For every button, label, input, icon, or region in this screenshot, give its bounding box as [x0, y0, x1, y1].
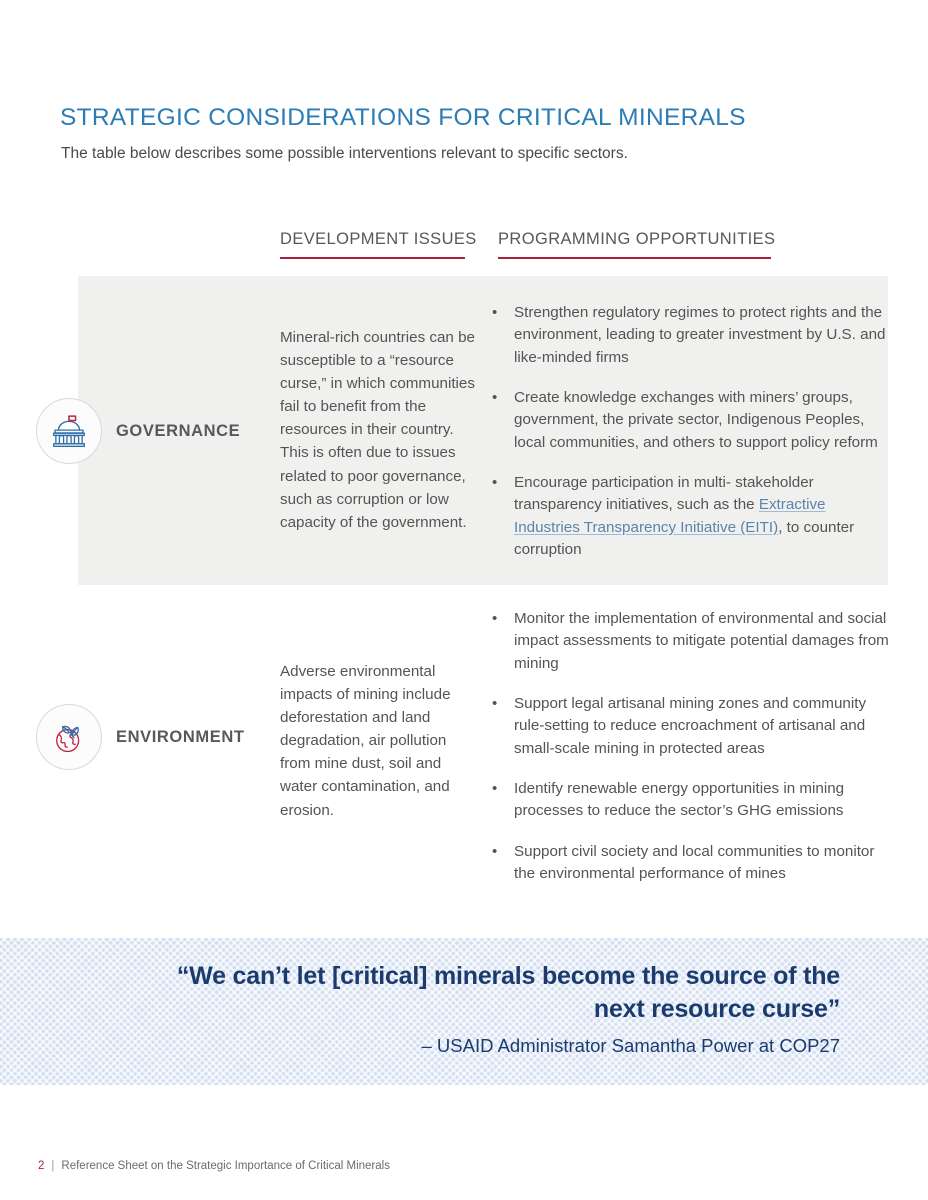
bullet-icon: •	[492, 780, 498, 798]
quote-banner	[0, 938, 928, 1085]
page-footer	[38, 1160, 390, 1172]
list-item-text-part: Strengthen regulatory regimes to protect rights and the environment, leading to greater investment by U.S. and like-minded firms	[514, 304, 886, 366]
quote-attribution: – USAID Administrator Samantha Power at COP27	[421, 1035, 840, 1056]
bullet-icon: •	[492, 474, 498, 492]
programming-opportunities-list-environment	[492, 608, 892, 885]
list-item-text-part: Create knowledge exchanges with miners’ groups, government, the private sector, Indigenous Peoples, local communities, and others to support policy reform	[514, 389, 878, 451]
column-header-development-issues: DEVELOPMENT ISSUES	[280, 230, 465, 259]
list-item-text: Identify renewable energy opportunities in mining processes to reduce the sector’s GHG emissions	[514, 780, 845, 820]
table-row-environment	[0, 600, 928, 900]
footer-separator: |	[51, 1160, 55, 1172]
category-cell-governance	[36, 398, 240, 464]
list-item-text: Monitor the implementation of environmental and social impact assessments to mitigate potential damages from mining	[514, 610, 889, 672]
bullet-icon: •	[492, 695, 498, 713]
development-issue-text: Adverse environmental impacts of mining include deforestation and land degradation, air pollution from mine dust, soil and water contamination, and erosion.	[280, 663, 451, 819]
bullet-icon: •	[492, 610, 498, 627]
list-item-text	[514, 302, 892, 369]
list-item	[492, 608, 892, 675]
category-label: GOVERNANCE	[116, 421, 241, 440]
page-subtitle: The table below describes some possible interventions relevant to specific sectors.	[61, 145, 628, 162]
category-label: ENVIRONMENT	[116, 727, 245, 746]
list-item-text-part: , to counter corruption	[514, 518, 855, 559]
column-header-programming-opportunities: PROGRAMMING OPPORTUNITIES	[498, 230, 771, 259]
list-item-text-part: Encourage participation in multi- stakeholder transparency initiatives, such as the	[514, 474, 814, 514]
quote-text: “We can’t let [critical] minerals become the source of the next resource curse”	[176, 962, 840, 1023]
category-cell-environment	[36, 704, 245, 770]
footer-document-title: Reference Sheet on the Strategic Importance of Critical Minerals	[61, 1160, 390, 1172]
bullet-icon: •	[492, 842, 498, 860]
government-building-icon	[36, 398, 102, 464]
bullet-icon: •	[492, 304, 498, 321]
list-item	[492, 841, 892, 886]
list-item	[492, 302, 892, 369]
list-item	[492, 778, 892, 823]
bullet-icon: •	[492, 389, 498, 407]
list-item-text: Support civil society and local communities to monitor the environmental performance of mines	[514, 842, 875, 883]
list-item-text: Support legal artisanal mining zones and community rule-setting to reduce encroachment of artisanal and small-scale mining in protected areas	[514, 695, 867, 757]
list-item	[492, 472, 892, 561]
eiti-link[interactable]: Extractive Industries Transparency Initiative (EITI)	[514, 496, 826, 536]
globe-with-leaves-icon	[36, 704, 102, 770]
footer-page-number: 2	[38, 1160, 45, 1172]
list-item	[492, 387, 892, 454]
table-row-governance	[0, 276, 928, 585]
list-item-text	[514, 387, 892, 454]
programming-opportunities-list-governance	[492, 302, 892, 561]
list-item-text	[514, 472, 892, 561]
development-issue-text: Mineral-rich countries can be susceptible to a “resource curse,” in which communities fail to benefit from the resources in their country. This is often due to issues related to poor governance, such as corruption or low capacity of the government.	[280, 329, 475, 531]
list-item	[492, 693, 892, 760]
page-title: STRATEGIC CONSIDERATIONS FOR CRITICAL MINERALS	[60, 104, 746, 131]
